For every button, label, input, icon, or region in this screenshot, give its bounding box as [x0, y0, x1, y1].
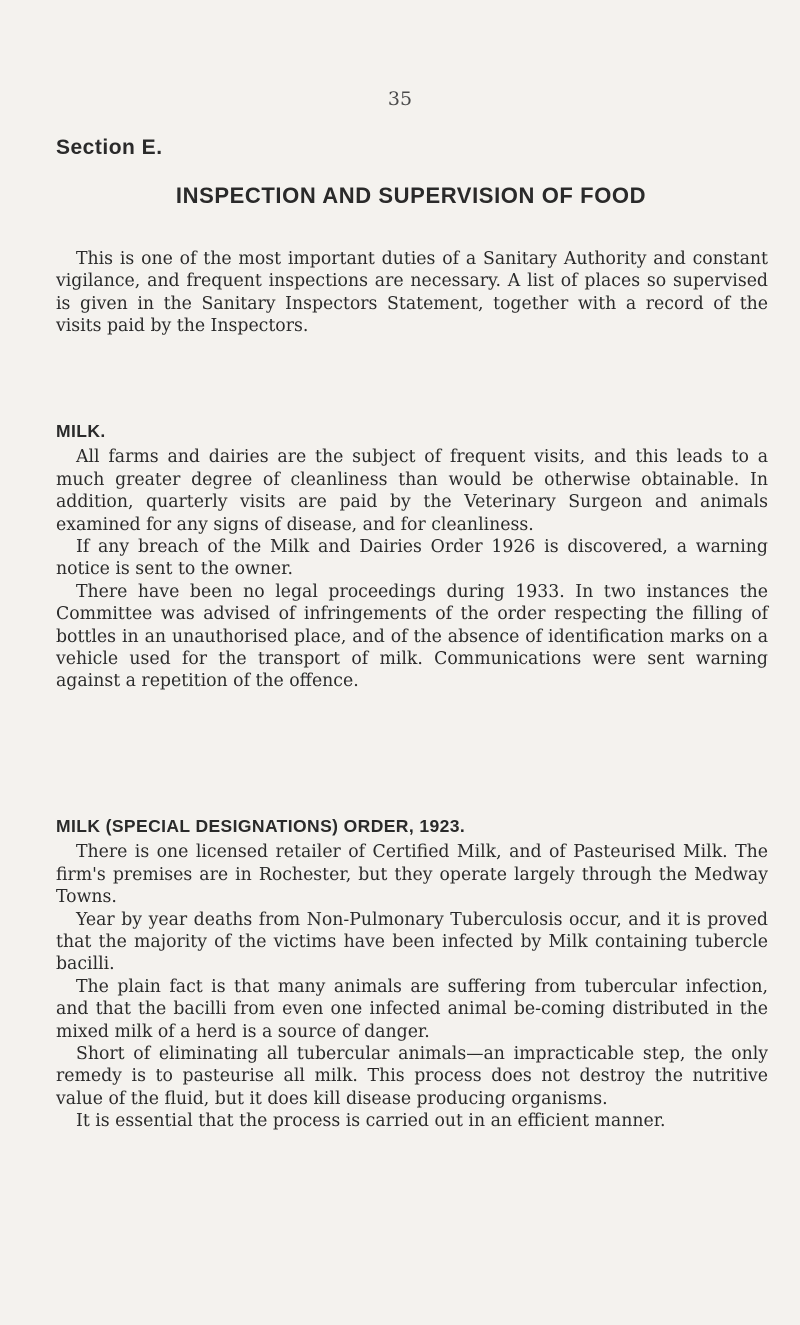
special-designations-heading: MILK (SPECIAL DESIGNATIONS) ORDER, 1923.	[56, 816, 466, 836]
milk-section	[56, 420, 768, 693]
special-designations-section	[56, 815, 768, 1133]
milk-paragraph: There have been no legal proceedings during 1933. In two instances the Committee was advised of infringements of the order respecting the filling of bottles in an unauthorised place, and of the absence of identification marks on a vehicle used for the transport of milk. Communications were sent warning against a repetition of the offence.	[56, 581, 768, 692]
special-paragraph: Year by year deaths from Non-Pulmonary Tuberculosis occur, and it is proved that the majority of the victims have been infected by Milk containing tubercle bacilli.	[56, 909, 768, 975]
special-paragraph: It is essential that the process is carried out in an efficient manner.	[76, 1111, 666, 1132]
milk-heading: MILK.	[56, 421, 106, 441]
page-number: 35	[387, 88, 413, 110]
milk-paragraph: All farms and dairies are the subject of frequent visits, and this leads to a much greater degree of cleanliness than would be otherwise obtainable. In addition, quarterly visits are paid by the Veterinary Surgeon and animals examined for any signs of disease, and for cleanliness.	[56, 447, 768, 535]
milk-paragraph: If any breach of the Milk and Dairies Order 1926 is discovered, a warning notice is sent to the owner.	[56, 537, 768, 580]
section-label: Section E.	[56, 136, 163, 159]
special-paragraph: There is one licensed retailer of Certified Milk, and of Pasteurised Milk. The firm's premises are in Rochester, but they operate largely through the Medway Towns.	[56, 842, 768, 908]
special-paragraph: The plain fact is that many animals are suffering from tubercular infection, and that the bacilli from even one infected animal be-coming distributed in the mixed milk of a herd is a source of danger.	[56, 976, 768, 1042]
page-title: INSPECTION AND SUPERVISION OF FOOD	[175, 183, 647, 208]
intro-section	[56, 248, 768, 338]
intro-paragraph: This is one of the most important duties of a Sanitary Authority and constant vigilance, and frequent inspections are necessary. A list of places so supervised is given in the Sanitary Inspectors Statement, together with a record of the visits paid by the Inspectors.	[56, 249, 768, 337]
special-paragraph: Short of eliminating all tubercular animals—an impracticable step, the only remedy is to pasteurise all milk. This process does not destroy the nutritive value of the fluid, but it does kill disease producing organisms.	[56, 1044, 768, 1109]
